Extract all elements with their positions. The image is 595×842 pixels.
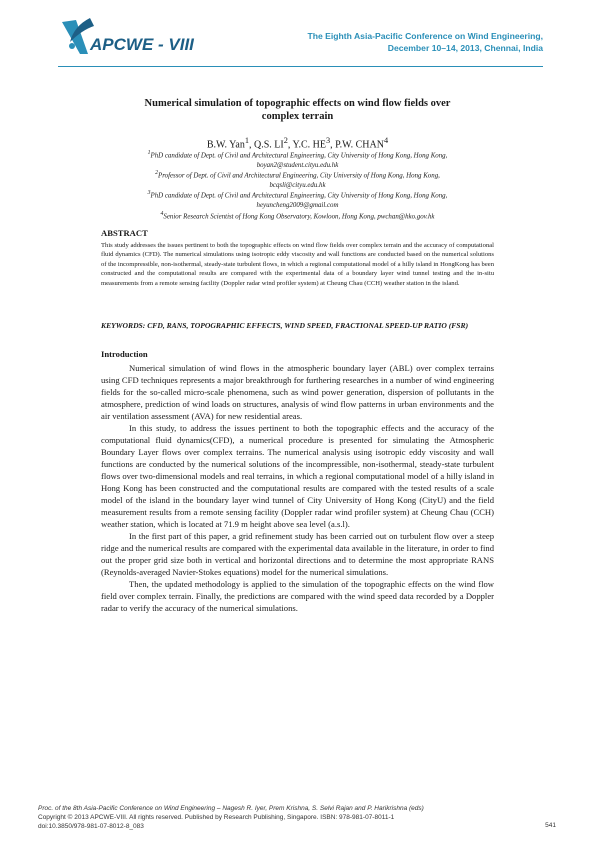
- logo-graphic: [60, 16, 240, 64]
- title-line-1: Numerical simulation of topographic effects on wind flow fields over: [144, 98, 451, 109]
- title-line-2: complex terrain: [261, 110, 334, 122]
- page-footer: [38, 804, 518, 831]
- body-paragraph: In the first part of this paper, a grid refinement study has been carried out on turbulent flow over a steep ridge and the numerical results are compared with the experimental data available in the literature, in order to find out the proper grid size both in vertical and horizontal directions and to determine the most appropriate RANS (Reynolds-averaged Navier-Stokes equations) model for the numerical simulations.: [101, 531, 494, 577]
- affiliation-line: Senior Research Scientist of Hong Kong Observatory, Kowloon, Hong Kong, pwchan@hko.gov.hk: [163, 213, 435, 221]
- body-paragraph: Then, the updated methodology is applied to the simulation of the topographic effects on the wind flow field over complex terrain. Finally, the predictions are compared with the wind speed data recorded by a Doppler radar to verify the accuracy of the numerical simulations.: [101, 579, 494, 613]
- logo-text: APCWE - VIII: [90, 35, 194, 54]
- conference-header: [263, 30, 543, 54]
- keywords: KEYWORDS: CFD, RANS, TOPOGRAPHIC EFFECTS, WIND SPEED, FRACTIONAL SPEED-UP RATIO (FSR): [101, 321, 469, 330]
- author-name: Q.S. LI: [254, 139, 284, 151]
- body-paragraph: Numerical simulation of wind flows in the atmospheric boundary layer (ABL) over complex terrains using CFD techniques represents a major breakthrough for furthering researches in a number of wind engineering fields for the so-called micro-scale phenomena, such as wind power generation, dispersion of pollutants in the atmosphere, prediction of wind loads on structures, analysis of wind flow patterns in urban environments and the air ventilation assessment (AVA) for new residential areas.: [101, 363, 494, 421]
- author-name: Y.C. HE: [292, 139, 326, 151]
- affiliation: [95, 189, 500, 210]
- affiliation-email: bcqsli@cityu.edu.hk: [269, 181, 326, 189]
- footer-doi: doi:10.3850/978-981-07-8012-8_083: [38, 823, 144, 830]
- author-list: B.W. Yan$^1$, Q.S. $LI^2$, Y.C. $HE^3$, P.W. CHAN$^4$: [206, 136, 389, 151]
- author-name: P.W. CHAN: [335, 139, 384, 151]
- footer-proceedings: Proc. of the 8th Asia-Pacific Conference on Wind Engineering – Nagesh R. Iyer, Prem Krishna, S. Selvi Rajan and P. Harikrishna (eds): [38, 805, 424, 812]
- affiliation-line: Professor of Dept. of Civil and Architectural Engineering, City University of Hong Kong, Hong Kong,: [158, 172, 440, 180]
- header-rule: [58, 66, 543, 67]
- affiliation-line: PhD candidate of Dept. of Civil and Architectural Engineering, City University of Hong Kong, Hong Kong,: [150, 152, 448, 160]
- affiliation: [95, 169, 500, 190]
- paper-title: [100, 98, 495, 123]
- author-name: B.W. Yan: [206, 139, 245, 151]
- affiliation-sup: 4: [160, 211, 164, 217]
- author-sup: 1: [244, 136, 249, 145]
- introduction-heading: Introduction: [101, 349, 148, 359]
- introduction-body: [101, 362, 494, 614]
- affiliation: [95, 210, 500, 222]
- conference-name: The Eighth Asia-Pacific Conference on Wind Engineering,: [307, 31, 543, 41]
- footer-copyright: Copyright © 2013 APCWE-VIII. All rights reserved. Published by Research Publishing, Singapore. ISBN: 978-981-07-8011-1: [38, 814, 395, 821]
- affiliation-email: heyuncheng2009@gmail.com: [256, 201, 339, 209]
- affiliation-email: boyan2@student.cityu.edu.hk: [256, 161, 339, 169]
- apcwe-logo: [60, 16, 240, 64]
- affiliation-sup: 1: [147, 150, 151, 156]
- author-sup: 2: [283, 136, 288, 145]
- author-sup: 4: [383, 136, 389, 145]
- affiliation: [95, 149, 500, 170]
- page-number: 541: [545, 822, 556, 829]
- abstract-heading: ABSTRACT: [101, 228, 148, 238]
- affiliation-line: PhD candidate of Dept. of Civil and Architectural Engineering, City University of Hong Kong, Hong Kong,: [150, 192, 448, 200]
- conference-date-location: December 10–14, 2013, Chennai, India: [387, 43, 543, 53]
- author-sup: 3: [325, 136, 331, 145]
- body-paragraph: In this study, to address the issues pertinent to both the topographic effects and the accuracy of the computational fluid dynamics(CFD), a numerical procedure is presented for simulating the Atmospheric Boundary Layer flows over complex terrains. The numerical analysis using isotropic eddy viscosity and wall functions are conducted by the numerical solutions of the incompressible, non-isothermal, steady-state turbulent flows over two-dimensional models and real terrains, in which a regional computational model of a hilly island in Hong Kong has been constructed and the computational results are compared with the tested results of a scale model of the island in the boundary layer wind tunnel of City University of Hong Kong (CityU) and the field measurement results from a remote sensing facility (Doppler radar wind profiler system) at Cheung Chau (CCH) weather station, which is located at 71.9 m height above sea level (a.s.l).: [101, 423, 494, 529]
- affiliation-sup: 3: [147, 190, 151, 196]
- abstract-text: This study addresses the issues pertinent to both the topographic effects on wind flow fields over complex terrain and the accuracy of computational fluid dynamics (CFD). The numerical simulations using isotropic eddy viscosity and wall functions are conducted based on the numerical solutions of the incompressible, non-isothermal, steady-state turbulent flows, in which a regional computational model of a hilly island in HongKong has been constructed and the computational results are compared with the experimental data of a boundary layer wind tunnel testing and the in-situ measurements from a remote sensing facility (Doppler radar wind profiler system) at Cheung Chau (CCH) weather station in the island.: [101, 242, 494, 287]
- affiliation-sup: 2: [155, 170, 158, 176]
